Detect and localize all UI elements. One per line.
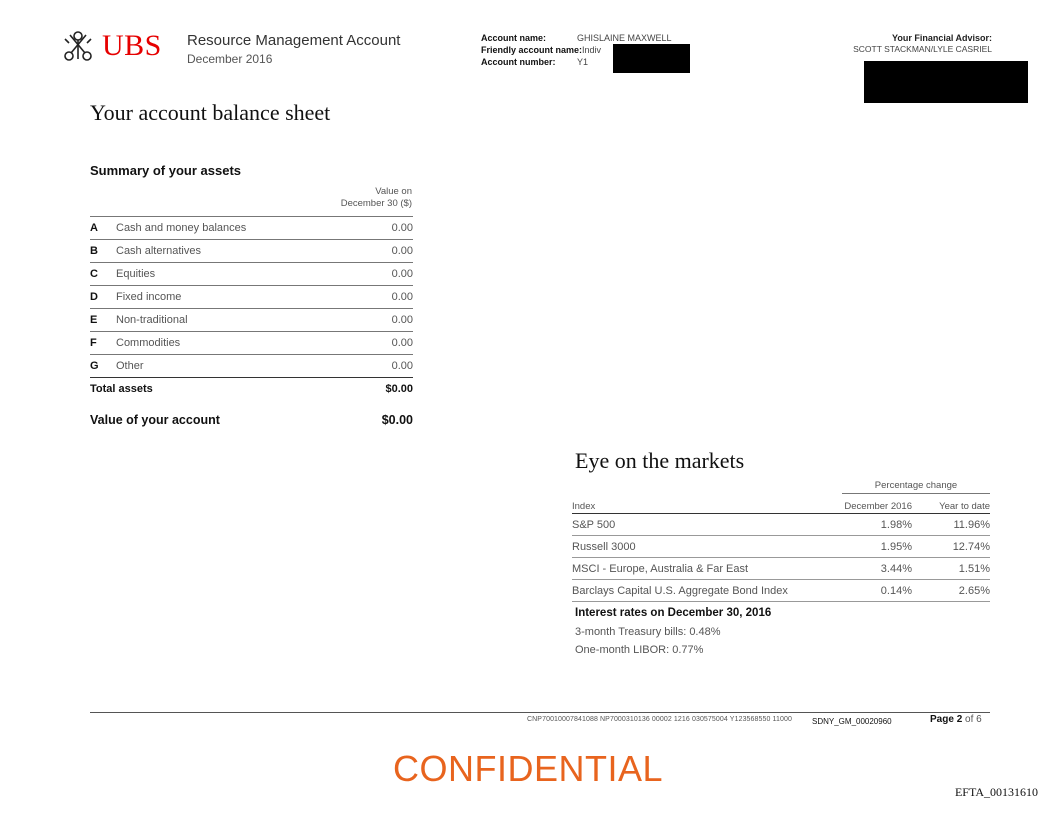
statement-date: December 2016 <box>187 52 273 66</box>
row-value: 0.00 <box>391 360 413 372</box>
page-label: Page <box>930 714 954 725</box>
index-ytd: 2.65% <box>958 584 990 597</box>
balance-sheet-title: Your account balance sheet <box>90 100 331 125</box>
row-letter: A <box>90 222 98 234</box>
row-value: 0.00 <box>391 291 413 303</box>
row-value: 0.00 <box>391 245 413 257</box>
col-december: December 2016 <box>844 501 912 512</box>
index-ytd: 1.51% <box>958 562 990 575</box>
pct-change-header <box>572 480 990 494</box>
table-row <box>90 285 413 308</box>
row-value: 0.00 <box>391 268 413 280</box>
row-value: 0.00 <box>391 222 413 234</box>
row-name: Equities <box>116 268 156 280</box>
summary-assets-title: Summary of your assets <box>90 163 242 178</box>
index-name: Russell 3000 <box>572 540 636 553</box>
document-title: Resource Management Account <box>187 32 401 49</box>
row-name: Non-traditional <box>116 314 188 326</box>
advisor-label: Your Financial Advisor: <box>891 33 992 43</box>
index-dec: 1.95% <box>880 540 912 553</box>
row-letter: C <box>90 268 98 280</box>
table-row <box>572 536 990 558</box>
index-name: S&P 500 <box>572 518 616 531</box>
row-value: 0.00 <box>391 314 413 326</box>
friendly-name-value: Indiv <box>582 45 602 55</box>
index-ytd: 11.96% <box>953 518 990 531</box>
row-name: Commodities <box>116 337 181 349</box>
advisor-info <box>853 33 992 55</box>
advisor-name: SCOTT STACKMAN/LYLE CASRIEL <box>853 44 992 54</box>
table-row <box>572 558 990 580</box>
redaction-box <box>864 61 1028 103</box>
account-name-label: Account name: <box>481 33 547 43</box>
row-name: Other <box>116 360 144 372</box>
row-name: Fixed income <box>116 291 182 303</box>
friendly-name-label: Friendly account name: <box>481 45 583 55</box>
table-row <box>90 239 413 262</box>
pct-change-label: Percentage change <box>842 480 990 494</box>
table-row <box>572 514 990 536</box>
markets-table <box>572 480 990 602</box>
row-value: 0.00 <box>391 337 413 349</box>
table-row <box>90 216 413 239</box>
account-number-value: Y1 <box>577 57 589 67</box>
index-name: Barclays Capital U.S. Aggregate Bond Index <box>572 584 788 597</box>
table-row <box>572 580 990 602</box>
index-dec: 3.44% <box>880 562 912 575</box>
confidential-stamp: CONFIDENTIAL <box>392 748 664 789</box>
row-letter: B <box>90 245 98 257</box>
total-assets-value: $0.00 <box>385 383 413 395</box>
row-letter: E <box>90 314 98 326</box>
page-current: 2 <box>956 714 963 725</box>
row-letter: F <box>90 337 97 349</box>
value-on-line2: December 30 ($) <box>340 198 412 209</box>
value-on-header <box>330 186 412 210</box>
table-row <box>90 331 413 354</box>
account-number-label: Account number: <box>481 57 556 67</box>
account-value-row <box>90 413 413 427</box>
interest-rates-title: Interest rates on December 30, 2016 <box>575 607 772 619</box>
ubs-keys-icon <box>60 29 96 63</box>
ubs-logo <box>60 28 162 64</box>
total-assets-row <box>90 377 413 400</box>
markets-header-row <box>572 496 990 514</box>
table-row <box>90 308 413 331</box>
footer-code: CNP70010007841088 NP7000310136 00002 1216 030575004 Y123568550 11000 <box>527 716 793 723</box>
table-row <box>90 262 413 285</box>
account-value-label: Value of your account <box>90 413 220 427</box>
row-letter: G <box>90 360 99 372</box>
index-ytd: 12.74% <box>952 540 990 553</box>
index-dec: 1.98% <box>880 518 912 531</box>
markets-title: Eye on the markets <box>575 448 745 473</box>
row-name: Cash alternatives <box>116 245 201 257</box>
ubs-wordmark: UBS <box>102 29 162 62</box>
index-dec: 0.14% <box>880 584 912 597</box>
account-name-value: GHISLAINE MAXWELL <box>577 33 672 43</box>
efta-number: EFTA_00131610 <box>954 785 1038 799</box>
value-on-line1: Value on <box>375 186 412 197</box>
page-total: of 6 <box>965 714 982 725</box>
account-value: $0.00 <box>381 413 413 427</box>
redaction-box <box>613 44 690 73</box>
row-name: Cash and money balances <box>116 222 247 234</box>
col-index: Index <box>572 501 596 512</box>
assets-table <box>90 216 413 400</box>
index-name: MSCI - Europe, Australia & Far East <box>572 562 749 575</box>
page-number <box>930 714 982 725</box>
total-assets-label: Total assets <box>90 383 153 395</box>
bates-number: SDNY_GM_00020960 <box>812 717 892 726</box>
libor-rate: One-month LIBOR: 0.77% <box>575 644 704 656</box>
col-ytd: Year to date <box>939 501 990 512</box>
row-letter: D <box>90 291 98 303</box>
table-row <box>90 354 413 377</box>
treasury-rate: 3-month Treasury bills: 0.48% <box>575 626 721 638</box>
footer-divider <box>90 712 990 713</box>
